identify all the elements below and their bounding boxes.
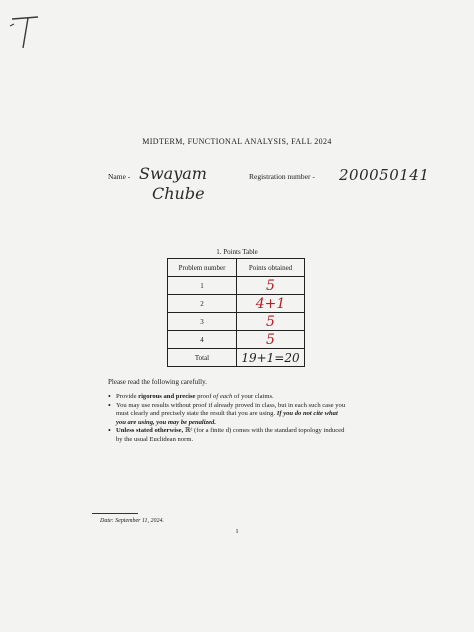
table-caption: 1. Points Table [216, 248, 258, 256]
points-obtained: 5 [237, 313, 305, 331]
table-row [168, 331, 305, 349]
header-problem-number: Problem number [168, 259, 237, 277]
rule-warning: If you do not cite what you are using, you may be penalized. [116, 410, 338, 426]
list-item [108, 393, 348, 402]
rule-text: proof [195, 393, 214, 400]
table-total-row [168, 349, 305, 367]
name-value-last: Chube [152, 184, 205, 203]
footnote-divider [92, 513, 138, 514]
rule-italic: of each [213, 393, 233, 400]
rule-text: of your claims. [232, 393, 274, 400]
handwritten-corner-mark [6, 14, 40, 54]
problem-number: 1 [168, 277, 237, 295]
total-value: 19+1=20 [237, 349, 305, 367]
rule-emphasis: rigorous and precise [138, 393, 196, 400]
name-value-first: Swayam [139, 164, 207, 183]
registration-value: 200050141 [339, 166, 430, 184]
table-header-row [168, 259, 305, 277]
points-table [167, 258, 305, 367]
problem-number: 4 [168, 331, 237, 349]
table-row [168, 277, 305, 295]
total-label: Total [168, 349, 237, 367]
footnote-date: Date: September 11, 2024. [100, 518, 165, 524]
exam-title: MIDTERM, FUNCTIONAL ANALYSIS, FALL 2024 [142, 137, 332, 146]
table-row [168, 313, 305, 331]
problem-number: 3 [168, 313, 237, 331]
instructions-intro: Please read the following carefully. [108, 378, 207, 386]
points-obtained: 4+1 [237, 295, 305, 313]
points-obtained: 5 [237, 331, 305, 349]
rule-text: You may use results without proof if already proved in class, but in each such case you must clearly and precisely state the result that you are using. [116, 401, 346, 418]
registration-label: Registration number - [249, 172, 315, 181]
name-label: Name - [108, 172, 131, 181]
instructions-list [108, 393, 348, 445]
list-item [108, 427, 348, 444]
problem-number: 2 [168, 295, 237, 313]
page-number: 1 [235, 528, 239, 535]
table-row [168, 295, 305, 313]
points-obtained: 5 [237, 277, 305, 295]
rule-emphasis: Unless stated otherwise, [116, 427, 184, 435]
rule-text: ℝᵈ (for a finite d) comes with the standard topology induced by the usual Euclidean norm. [116, 427, 345, 443]
header-points-obtained: Points obtained [237, 259, 305, 277]
rule-text: Provide [116, 393, 139, 400]
list-item [108, 402, 348, 428]
